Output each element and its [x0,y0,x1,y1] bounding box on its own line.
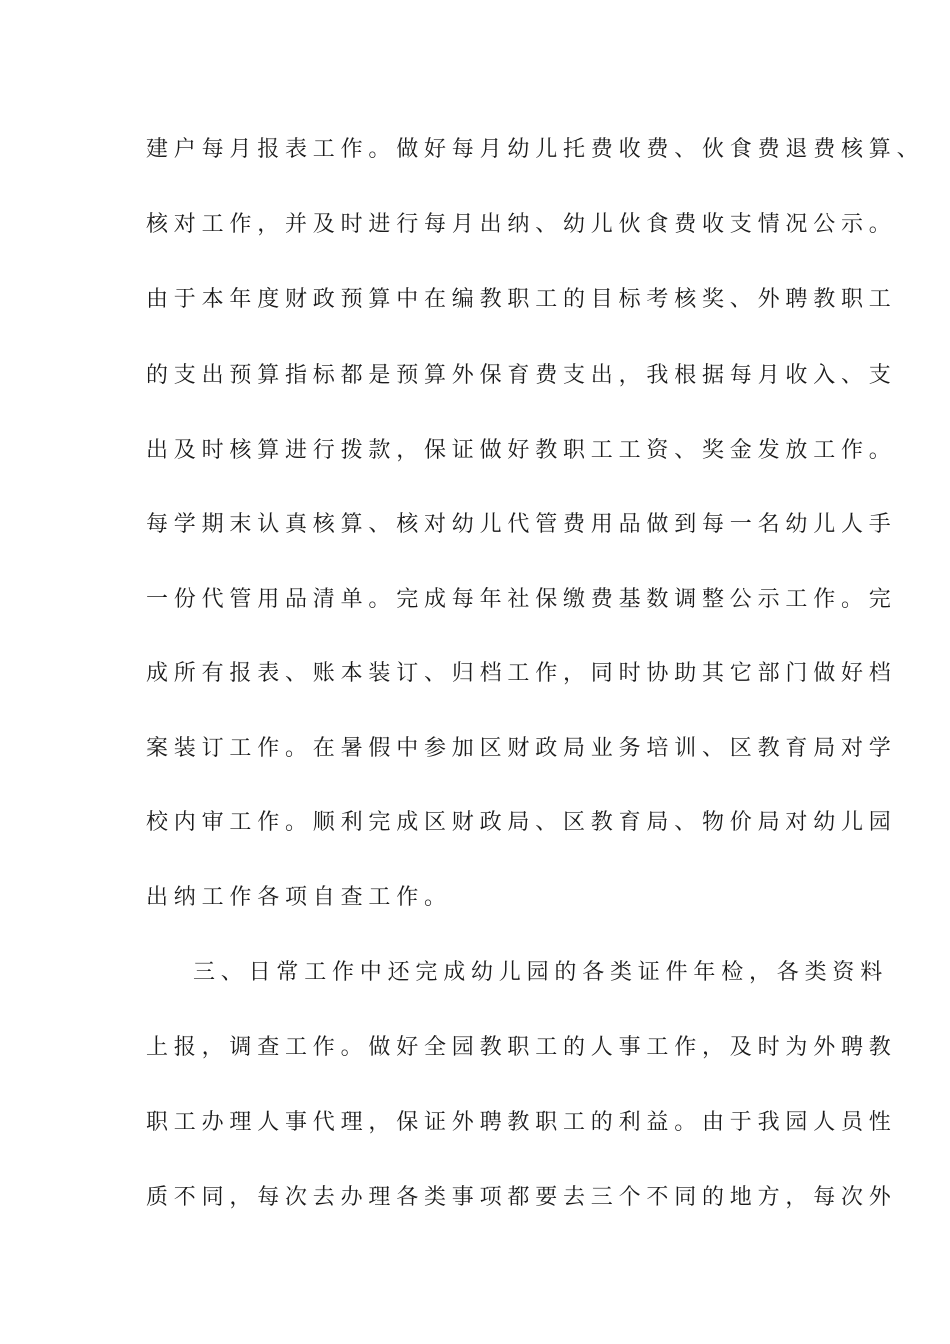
text-line: 出纳工作各项自查工作。 [146,885,452,910]
paragraph-first-line: 三、日常工作中还完成幼儿园的各类证件年检，各类资料 [193,960,889,985]
text-line: 职工办理人事代理，保证外聘教职工的利益。由于我园人员性 [146,1110,897,1135]
text-line: 由于本年度财政预算中在编教职工的目标考核奖、外聘教职工 [146,287,897,312]
text-line: 质不同，每次去办理各类事项都要去三个不同的地方，每次外 [146,1185,897,1210]
text-line: 建户每月报表工作。做好每月幼儿托费收费、伙食费退费核算、 [146,137,925,162]
text-line: 出及时核算进行拨款，保证做好教职工工资、奖金发放工作。 [146,438,897,463]
text-line: 校内审工作。顺利完成区财政局、区教育局、物价局对幼儿园 [146,810,897,835]
text-line: 核对工作，并及时进行每月出纳、幼儿伙食费收支情况公示。 [146,212,897,237]
text-line: 每学期末认真核算、核对幼儿代管费用品做到每一名幼儿人手 [146,512,897,537]
text-line: 上报，调查工作。做好全园教职工的人事工作，及时为外聘教 [146,1035,897,1060]
text-line: 案装订工作。在暑假中参加区财政局业务培训、区教育局对学 [146,736,897,761]
text-line: 的支出预算指标都是预算外保育费支出，我根据每月收入、支 [146,363,897,388]
text-line: 成所有报表、账本装订、归档工作，同时协助其它部门做好档 [146,661,897,686]
text-line: 一份代管用品清单。完成每年社保缴费基数调整公示工作。完 [146,587,897,612]
